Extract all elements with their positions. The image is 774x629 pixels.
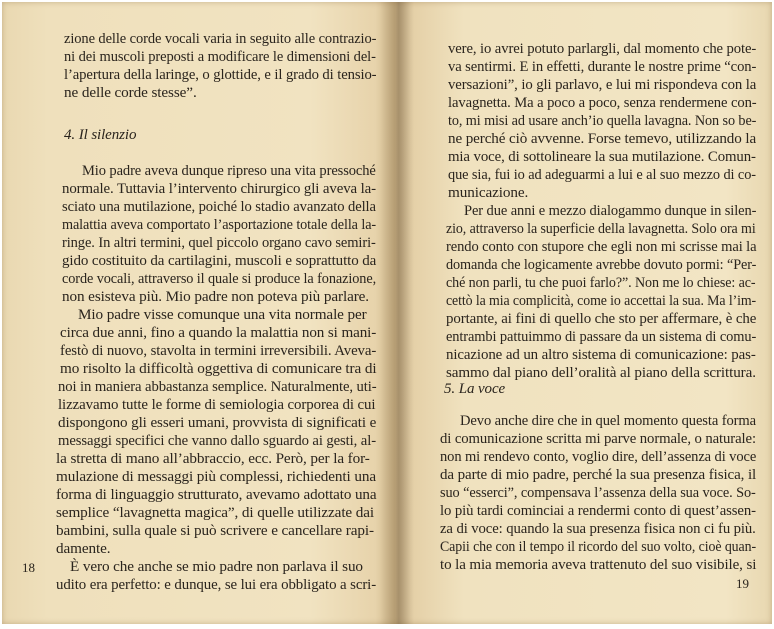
text-line: Mio padre visse comunque una vita normale per bbox=[78, 306, 367, 323]
text-line: mia voce, di sottolineare la sua mutilazione. Comun- bbox=[448, 148, 756, 165]
section-heading: 4. Il silenzio bbox=[64, 127, 137, 143]
text-line: gido costituito da cartilagini, muscoli e soprattutto da bbox=[62, 252, 377, 269]
text-line: nicazione ad un altro sistema di comunicazione: pas- bbox=[446, 346, 756, 363]
text-line: suo “esserci”, compensava l’assenza della sua voce. So- bbox=[440, 484, 756, 501]
text-line: lo più tardi cominciai a rendermi conto di quest’assen- bbox=[440, 502, 756, 519]
text-line: lavagnetta. Ma a poco a poco, senza rendermene con- bbox=[448, 94, 757, 111]
text-line: normale. Tuttavia l’intervento chirurgico gli aveva la- bbox=[62, 180, 377, 197]
text-line: sciato una mutilazione, poiché lo stadio avanzato della bbox=[62, 198, 376, 215]
text-line: corde vocali, attraverso il quale si produce la fonazione, bbox=[62, 270, 377, 287]
text-line: ne perché ciò avvenne. Forse temevo, utilizzando la bbox=[448, 130, 757, 147]
text-line: portante, ai fini di quello che sto per affermare, è che bbox=[446, 310, 757, 327]
text-line: malattia aveva comportato l’asportazione totale della la- bbox=[62, 216, 377, 233]
text-line: entrambi pattuimmo di passare da un sistema di comu- bbox=[446, 328, 757, 345]
text-line: circa due anni, fino a quando la malattia non si mani- bbox=[60, 324, 377, 341]
text-line: non esisteva più. Mio padre non poteva più parlare. bbox=[62, 288, 370, 305]
page-number: 18 bbox=[22, 560, 35, 575]
text-line: sammo dal piano dell’oralità al piano della scrittura. bbox=[446, 364, 756, 381]
text-line: versazioni”, io gli parlavo, e lui mi rispondeva con la bbox=[448, 76, 757, 93]
text-line: la stretta di mano all’abbraccio, ecc. Però, per la for- bbox=[56, 450, 370, 467]
text-line: mulazione di messaggi più complessi, richiedenti una bbox=[56, 468, 376, 485]
page-number: 19 bbox=[736, 576, 749, 591]
text-line: mo risolto la difficoltà oggettiva di comunicare tra di bbox=[60, 360, 377, 377]
text-line: messaggi specifici che vanno dallo sguardo ai gesti, al- bbox=[58, 432, 377, 449]
text-line: municazione. bbox=[448, 184, 529, 201]
text-line: festò di nuovo, stavolta in termini irreversibili. Aveva- bbox=[60, 342, 377, 359]
text-line: semplice “lavagnetta magica”, di quelle utilizzate dai bbox=[56, 504, 375, 521]
text-line: cettò la mia complicità, come io accettai la sua. Ma l’im- bbox=[446, 292, 757, 309]
text-line: Mio padre aveva dunque ripreso una vita pressoché bbox=[82, 162, 376, 179]
text-line: to la mia memoria aveva trattenuto del suo visibile, si bbox=[440, 556, 757, 573]
text-line: ringe. In altri termini, quel piccolo organo cavo semiri- bbox=[62, 234, 376, 251]
text-line: domanda che logicamente avrebbe dovuto pormi: “Per- bbox=[446, 256, 757, 273]
text-line: za di voce: quando la sua presenza fisica non ci fu più. bbox=[440, 520, 756, 537]
section-heading: 5. La voce bbox=[444, 381, 506, 397]
text-line: È vero che anche se mio padre non parlava il suo bbox=[70, 558, 363, 575]
text-line: zio, attraverso la superficie della lavagnetta. Solo ora mi bbox=[446, 220, 756, 237]
text-line: lizzavamo tutte le forme di semiologia corporea di cui bbox=[58, 396, 376, 413]
text-line: ne delle corde stesse”. bbox=[64, 84, 197, 101]
text-line: bambini, sulla quale si può scrivere e cancellare rapi- bbox=[56, 522, 374, 539]
text-line: damente. bbox=[56, 540, 111, 557]
text-line: rendo conto con stupore che egli non mi scrisse mai la bbox=[446, 238, 757, 255]
text-line: va sentirmi. E in effetti, durante le nostre prime “con- bbox=[448, 58, 757, 75]
text-line: forma di linguaggio strutturato, avevamo adottato una bbox=[56, 486, 377, 503]
text-line: Capii che con il tempo il ricordo del suo volto, cioè quan- bbox=[440, 538, 757, 555]
text-line: Devo anche dire che in quel momento questa forma bbox=[460, 412, 756, 429]
text-line: ni dei muscoli preposti a modificare le dimensioni del- bbox=[64, 48, 376, 65]
text-line: noi in maniera abbastanza semplice. Naturalmente, uti- bbox=[58, 378, 377, 395]
text-line: to, mi misi ad usare anch’io quella lavagna. Non so be- bbox=[448, 112, 757, 129]
left-page bbox=[2, 2, 390, 624]
text-line: zione delle corde vocali varia in seguito alle contrazio- bbox=[64, 30, 377, 47]
text-line: Per due anni e mezzo dialogammo dunque in silen- bbox=[464, 202, 757, 219]
text-line: l’apertura della laringe, o glottide, e il grado di tensio- bbox=[64, 66, 377, 83]
text-line: da parte di mio padre, perché la sua presenza fisica, il bbox=[440, 466, 757, 483]
right-page bbox=[402, 2, 772, 624]
text-line: vere, io avrei potuto parlargli, dal momento che pote- bbox=[448, 40, 757, 57]
text-line: udito era perfetto: e dunque, se lui era obbligato a scri- bbox=[56, 576, 377, 593]
text-line: di comunicazione scritta mi parve normale, o naturale: bbox=[440, 430, 756, 447]
book-spread bbox=[2, 2, 772, 624]
text-line: dispongono gli esseri umani, provvista di significati e bbox=[58, 414, 377, 431]
text-line: que sia, fui io ad adeguarmi a lui e al suo mezzo di co- bbox=[448, 166, 756, 183]
text-line: ché non parli, tu che puoi farlo?”. Non me lo chiese: ac- bbox=[446, 274, 756, 291]
text-line: non mi rendevo conto, voglio dire, dell’assenza di voce bbox=[440, 448, 757, 465]
